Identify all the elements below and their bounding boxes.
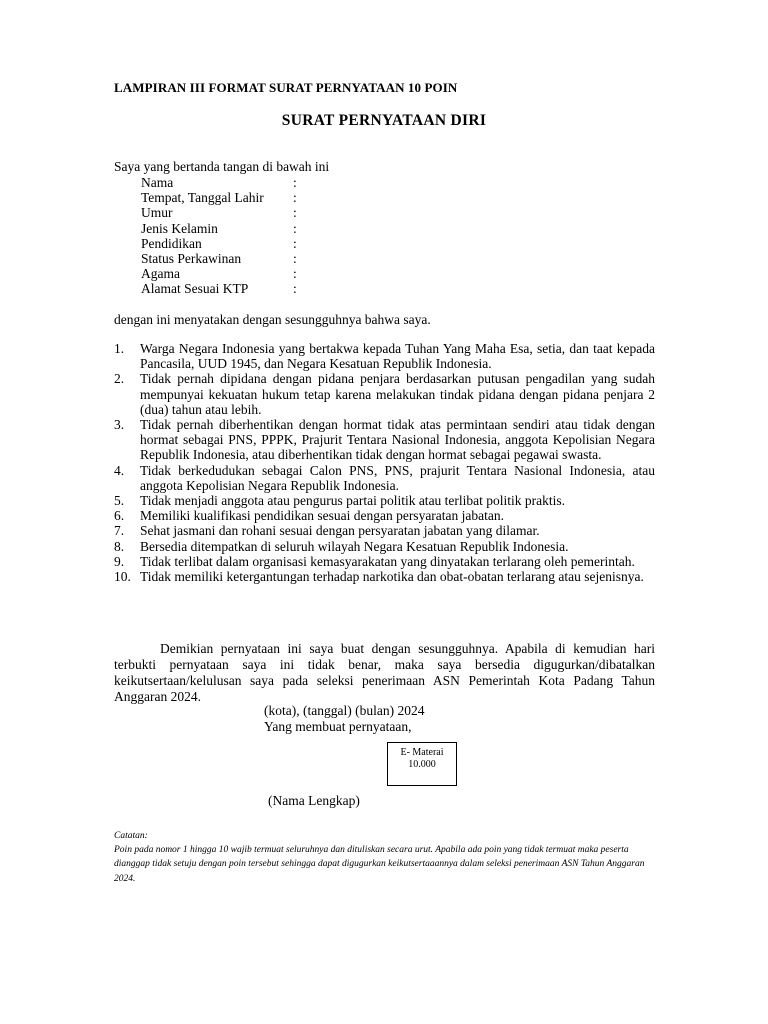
point-number: 1. <box>114 341 125 356</box>
field-colon: : <box>293 220 297 236</box>
point-text: Warga Negara Indonesia yang bertakwa kepada Tuhan Yang Maha Esa, setia, dan taat kepada Pancasila, UUD 1945, dan Negara Kesatuan Republik Indonesia. <box>140 341 655 372</box>
point-text: Memiliki kualifikasi pendidikan sesuai dengan persyaratan jabatan. <box>140 508 505 524</box>
point-number: 4. <box>114 462 125 478</box>
identity-fields <box>141 175 297 297</box>
point-text: Tidak terlibat dalam organisasi kemasyarakatan yang dinyatakan terlarang oleh pemerintah. <box>140 553 635 569</box>
field-colon: : <box>293 281 297 297</box>
document-title: SURAT PERNYATAAN DIRI <box>281 112 487 129</box>
field-label: Tempat, Tanggal Lahir <box>141 190 264 206</box>
field-colon: : <box>293 190 297 206</box>
point-number: 3. <box>114 417 125 433</box>
identity-field-row <box>141 236 297 251</box>
field-label: Umur <box>141 205 173 221</box>
identity-field-row <box>141 251 297 266</box>
point-text: Tidak pernah diberhentikan dengan hormat tidak atas permintaan sendiri atau tidak dengan hormat sebagai PNS, PPPK, Prajurit Tentara Nasional Indonesia, anggota Kepolisian Negara Republik Indonesia, atau diberhentikan tidak dengan hormat sebagai pegawai swasta. <box>140 417 655 463</box>
attachment-heading: LAMPIRAN III FORMAT SURAT PERNYATAAN 10 POIN <box>114 80 458 95</box>
point-text: Bersedia ditempatkan di seluruh wilayah Negara Kesatuan Republik Indonesia. <box>140 538 569 554</box>
identity-field-row <box>141 266 297 281</box>
statement-point <box>114 463 655 493</box>
field-label: Nama <box>141 175 174 190</box>
field-colon: : <box>293 266 297 282</box>
identity-field-row <box>141 221 297 236</box>
field-label: Jenis Kelamin <box>141 220 218 236</box>
field-colon: : <box>293 235 297 251</box>
statement-point <box>114 554 655 569</box>
field-colon: : <box>293 205 297 221</box>
field-label: Agama <box>141 266 180 282</box>
statement-point <box>114 371 655 417</box>
statement-points <box>114 341 655 584</box>
field-colon: : <box>293 250 297 266</box>
declaration-text: dengan ini menyatakan dengan sesungguhnya bahwa saya. <box>114 312 431 327</box>
identity-field-row <box>141 205 297 220</box>
statement-point <box>114 341 655 371</box>
point-text: Sehat jasmani dan rohani sesuai dengan persyaratan jabatan yang dilamar. <box>140 523 540 539</box>
field-colon: : <box>293 175 297 190</box>
point-text: Tidak pernah dipidana dengan pidana penjara berdasarkan putusan pengadilan yang sudah mempunyai kekuatan hukum tetap karena melakukan tindak pidana dengan pidana penjara 2 (dua) tahun atau lebih. <box>140 371 655 417</box>
point-number: 7. <box>114 523 125 539</box>
point-text: Tidak berkedudukan sebagai Calon PNS, PNS, prajurit Tentara Nasional Indonesia, atau anggota Kepolisian Negara Republik Indonesia. <box>140 462 655 493</box>
note-label: Catatan: <box>114 831 148 841</box>
signer-name: (Nama Lengkap) <box>268 793 360 808</box>
statement-point <box>114 569 655 584</box>
closing-paragraph: Demikian pernyataan ini saya buat dengan sesungguhnya. Apabila di kemudian hari terbukti pernyataan saya ini tidak benar, maka saya bersedia digugurkan/dibatalkan keikutsertaan/kelulusan saya pada seleksi penerimaan ASN Pemerintah Kota Padang Tahun Anggaran 2024. <box>114 641 655 704</box>
point-text: Tidak memiliki ketergantungan terhadap narkotika dan obat-obatan terlarang atau sejenisnya. <box>140 569 644 585</box>
identity-field-row <box>141 281 297 296</box>
identity-field-row <box>141 190 297 205</box>
field-label: Status Perkawinan <box>141 250 242 266</box>
e-materai-stamp-box <box>387 742 457 786</box>
point-number: 10. <box>114 569 131 585</box>
footnote <box>114 830 659 886</box>
stamp-line-1: E- Materai <box>400 747 444 758</box>
intro-text: Saya yang bertanda tangan di bawah ini <box>114 159 330 174</box>
stamp-line-2: 10.000 <box>408 759 436 770</box>
identity-field-row <box>141 175 297 190</box>
point-number: 2. <box>114 371 125 387</box>
point-number: 6. <box>114 508 125 524</box>
field-label: Pendidikan <box>141 235 202 251</box>
place-date: (kota), (tanggal) (bulan) 2024 <box>264 703 425 718</box>
statement-point <box>114 417 655 463</box>
point-text: Tidak menjadi anggota atau pengurus partai politik atau terlibat politik praktis. <box>140 493 566 509</box>
statement-point <box>114 508 655 523</box>
note-text: Poin pada nomor 1 hingga 10 wajib termuat seluruhnya dan dituliskan secara urut. Apabila ada poin yang tidak termuat maka peserta dianggap tidak setuju dengan poin tersebut sehingga dapat digugurkan keikutsertaaannya dalam seleksi penerimaan ASN Tahun Anggaran 2024. <box>114 844 645 884</box>
statement-point <box>114 539 655 554</box>
point-number: 9. <box>114 553 125 569</box>
statement-point <box>114 523 655 538</box>
point-number: 5. <box>114 493 125 509</box>
signature-block <box>264 703 424 735</box>
point-number: 8. <box>114 538 125 554</box>
signer-label: Yang membuat pernyataan, <box>264 719 412 734</box>
field-label: Alamat Sesuai KTP <box>141 281 249 297</box>
statement-point <box>114 493 655 508</box>
